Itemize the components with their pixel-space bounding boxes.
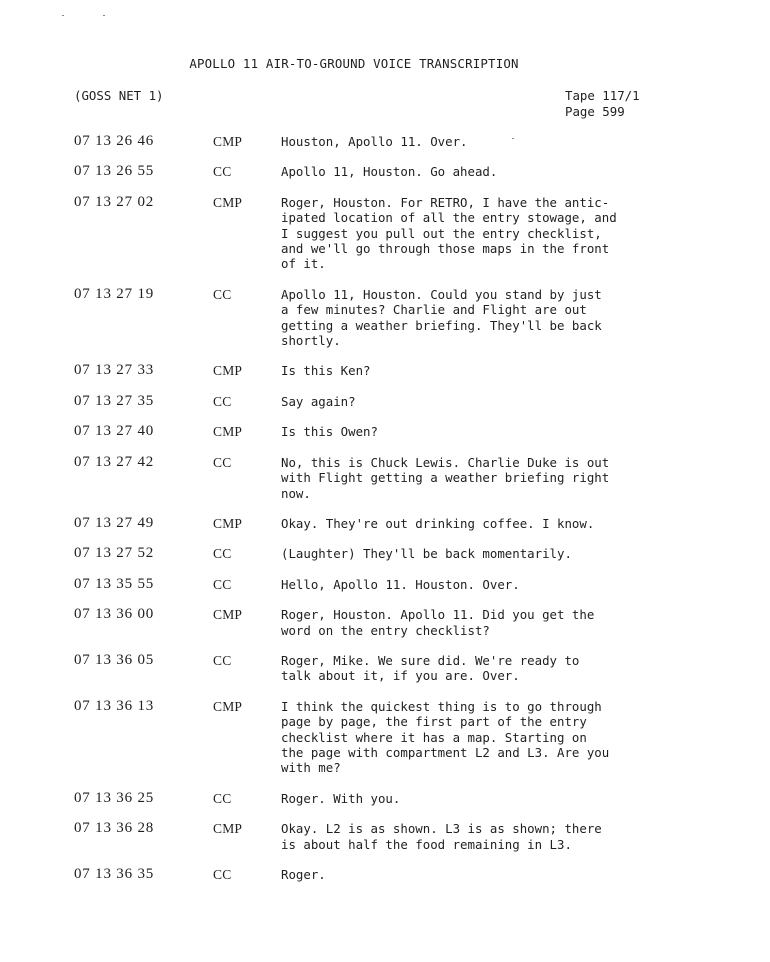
entry-speaker: CC <box>213 286 232 302</box>
entry-time: 07 13 27 33 <box>74 362 155 379</box>
entry-text: Roger, Houston. Apollo 11. Did you get the word on the entry checklist? <box>281 607 595 638</box>
transcript-entry <box>74 546 694 561</box>
tape-page-block <box>565 88 640 120</box>
transcript-entry <box>74 455 694 501</box>
entry-time: 07 13 26 46 <box>74 133 155 149</box>
entry-time: 07 13 36 28 <box>74 820 155 837</box>
entry-time: 07 13 27 19 <box>74 285 155 302</box>
scan-speck <box>62 15 64 16</box>
entry-time: 07 13 35 55 <box>74 575 155 592</box>
scan-speck <box>103 15 105 16</box>
entry-speaker: CC <box>213 164 232 180</box>
entry-time: 07 13 26 55 <box>74 163 155 180</box>
page-number: Page 599 <box>565 104 625 119</box>
entry-text: Is this Ken? <box>281 363 371 379</box>
entry-text: Say again? <box>281 393 356 409</box>
entry-time: 07 13 27 40 <box>74 423 155 440</box>
transcript-entry <box>74 699 694 776</box>
transcript-entry <box>74 791 694 806</box>
entry-time: 07 13 36 05 <box>74 651 155 668</box>
entry-text: Houston, Apollo 11. Over. <box>281 134 468 149</box>
transcript-entry <box>74 134 694 149</box>
transcript-entry <box>74 394 694 409</box>
entry-speaker: CMP <box>213 363 243 379</box>
transcript-entry <box>74 363 694 378</box>
entry-speaker: CC <box>213 576 232 592</box>
entry-speaker: CMP <box>213 607 243 623</box>
page-title: APOLLO 11 AIR-TO-GROUND VOICE TRANSCRIPTION <box>189 56 519 71</box>
transcript-body <box>74 134 694 897</box>
entry-time: 07 13 36 25 <box>74 789 155 806</box>
entry-time: 07 13 27 35 <box>74 392 155 409</box>
entry-time: 07 13 27 52 <box>74 545 155 562</box>
entry-text: Okay. L2 is as shown. L3 is as shown; there is about half the food remaining in L3. <box>281 821 602 852</box>
entry-speaker: CC <box>213 546 232 562</box>
entry-speaker: CMP <box>213 134 243 149</box>
transcript-entry <box>74 164 694 179</box>
tape-number: Tape 117/1 <box>565 88 640 103</box>
entry-text: Apollo 11, Houston. Could you stand by just a few minutes? Charlie and Flight are out getting a weather briefing. They'll be back shortly. <box>281 286 602 349</box>
transcript-entry <box>74 867 694 882</box>
entry-text: I think the quickest thing is to go through page by page, the first part of the entry checklist where it has a map. Starting on the page with compartment L2 and L3. Are you with me? <box>281 698 610 776</box>
entry-time: 07 13 27 42 <box>74 453 155 470</box>
entry-text: Is this Owen? <box>281 424 378 440</box>
entry-speaker: CC <box>213 393 232 409</box>
entry-text: Roger, Mike. We sure did. We're ready to talk about it, if you are. Over. <box>281 652 580 684</box>
entry-speaker: CC <box>213 790 232 806</box>
network-label: (GOSS NET 1) <box>74 88 164 103</box>
entry-speaker: CMP <box>213 821 243 837</box>
transcript-entry <box>74 821 694 852</box>
transcript-entry <box>74 577 694 592</box>
entry-text: (Laughter) They'll be back momentarily. <box>281 546 572 562</box>
entry-text: Hello, Apollo 11. Houston. Over. <box>281 576 520 592</box>
entry-text: Apollo 11, Houston. Go ahead. <box>281 164 498 180</box>
entry-time: 07 13 36 35 <box>74 866 155 882</box>
entry-speaker: CC <box>213 454 232 470</box>
entry-speaker: CC <box>213 867 232 882</box>
scan-speck <box>512 138 514 139</box>
entry-speaker: CMP <box>213 698 243 714</box>
entry-text: Roger, Houston. For RETRO, I have the antic- ipated location of all the entry stowage, and I suggest you pull out the entry checklist, and we'll go through those maps in the front of it. <box>281 194 617 272</box>
entry-speaker: CMP <box>213 515 243 531</box>
entry-text: No, this is Chuck Lewis. Charlie Duke is out with Flight getting a weather briefing right now. <box>281 454 610 501</box>
transcript-entry <box>74 653 694 684</box>
entry-speaker: CMP <box>213 424 243 440</box>
entry-speaker: CMP <box>213 194 243 210</box>
transcript-entry <box>74 607 694 638</box>
transcript-entry <box>74 195 694 272</box>
transcript-entry <box>74 516 694 531</box>
entry-text: Roger. <box>281 867 326 882</box>
transcript-entry <box>74 287 694 349</box>
entry-time: 07 13 36 13 <box>74 697 155 714</box>
entry-time: 07 13 36 00 <box>74 606 155 623</box>
entry-time: 07 13 27 02 <box>74 193 155 210</box>
entry-time: 07 13 27 49 <box>74 514 155 531</box>
entry-text: Roger. With you. <box>281 790 401 806</box>
entry-speaker: CC <box>213 652 232 668</box>
entry-text: Okay. They're out drinking coffee. I know. <box>281 515 595 531</box>
transcript-entry <box>74 424 694 439</box>
